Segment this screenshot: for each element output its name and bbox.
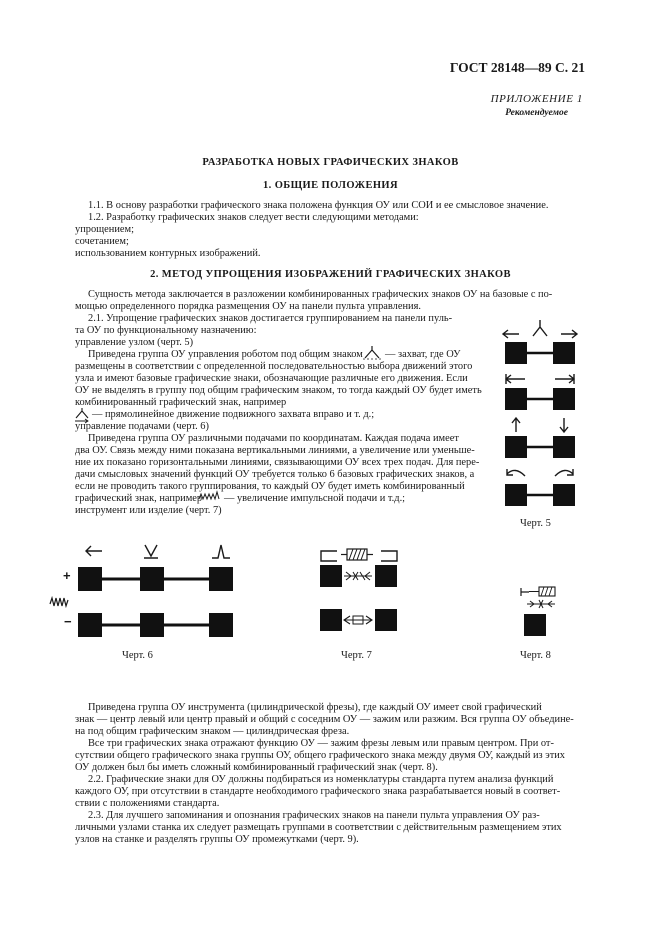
section1-line: 1.1. В основу разработки графического знака положена функция ОУ или СОИ и ее смысловое значение. bbox=[88, 200, 549, 211]
gripper-close-icon bbox=[555, 374, 574, 384]
text-line: ние их показано горизонтальными линиями, связывающими ОУ всех трех подач. Для пере- bbox=[75, 457, 480, 468]
text-line: Приведена группа ОУ инструмента (цилиндрической фрезы), где каждый ОУ имеет свой графический bbox=[88, 702, 542, 713]
figure-8-caption: Черт. 8 bbox=[520, 650, 551, 661]
text-line: ОУ должен был бы иметь сложный комбинированный графический знак (черт. 8). bbox=[75, 762, 438, 773]
control-button bbox=[505, 484, 527, 506]
figure-6 bbox=[45, 540, 265, 640]
text-line: управление узлом (черт. 5) bbox=[75, 337, 194, 348]
text-line: Приведена группа ОУ управления роботом под общим знаком bbox=[88, 349, 363, 360]
arrow-right-icon bbox=[561, 330, 577, 338]
clamp-icon bbox=[527, 600, 555, 608]
text-line: два ОУ. Связь между ними показана вертикальными линиями, а увеличение или уменьше- bbox=[75, 445, 475, 456]
plus-sign: + bbox=[63, 568, 71, 583]
rotate-left-icon bbox=[507, 469, 525, 476]
text-line: каждого ОУ, при отсутствии в стандарте необходимого графического знака разрабатывается новый в соответ- bbox=[75, 786, 561, 797]
text-line: мощью определенного порядка размещения ОУ на панели пульта управления. bbox=[75, 301, 421, 312]
text-line: инструмент или изделие (черт. 7) bbox=[75, 505, 222, 516]
text-line: знак — центр левый или центр правый и общий с соседним ОУ — зажим или разжим. Вся группа ОУ объедине- bbox=[75, 714, 574, 725]
text-line: — прямолинейное движение подвижного захвата вправо и т. д.; bbox=[92, 409, 375, 420]
right-center-icon bbox=[381, 551, 397, 561]
control-button bbox=[320, 565, 342, 587]
control-button bbox=[553, 484, 575, 506]
text-line: та ОУ по функциональному назначению: bbox=[75, 325, 257, 336]
control-button bbox=[505, 342, 527, 364]
arrow-down-icon bbox=[560, 418, 568, 432]
feed-stop-icon bbox=[144, 545, 158, 558]
text-line: ствии с положениями стандарта. bbox=[75, 798, 220, 809]
text-line: дачи смысловых значений функций ОУ требуется только 6 базовых графических знаков, а bbox=[75, 469, 475, 480]
control-button bbox=[78, 613, 102, 637]
text-line: узлов на станке и разделять группы ОУ промежутками (черт. 9). bbox=[75, 834, 359, 845]
text-line: — захват, где ОУ bbox=[385, 349, 461, 360]
text-line: если не проводить такого группирования, то каждый ОУ будет иметь комбинированный bbox=[75, 481, 465, 492]
clamp-icon bbox=[344, 572, 372, 580]
page-title: РАЗРАБОТКА НОВЫХ ГРАФИЧЕСКИХ ЗНАКОВ bbox=[202, 157, 459, 168]
text-line: графический знак, например bbox=[75, 493, 203, 504]
standard-header: ГОСТ 28148—89 С. 21 bbox=[449, 60, 585, 75]
control-button bbox=[505, 436, 527, 458]
rotate-right-icon bbox=[555, 469, 573, 476]
figure-7-caption: Черт. 7 bbox=[341, 650, 372, 661]
figure-5-caption: Черт. 5 bbox=[520, 518, 551, 529]
minus-sign: − bbox=[64, 614, 72, 629]
pulse-icon bbox=[212, 545, 230, 558]
control-button bbox=[209, 613, 233, 637]
section1-line: использованием контурных изображений. bbox=[75, 248, 261, 259]
arrow-left-icon bbox=[503, 330, 519, 338]
appendix-label: ПРИЛОЖЕНИЕ 1 bbox=[490, 93, 583, 105]
arrow-left-icon bbox=[86, 546, 102, 556]
text-line: личными узлами станка их следует размещать группами в соответствии с действительным размещением этих bbox=[75, 822, 562, 833]
unclamp-icon bbox=[344, 616, 372, 624]
figure-6-caption: Черт. 6 bbox=[122, 650, 153, 661]
text-line: Приведена группа ОУ различными подачами по координатам. Каждая подача имеет bbox=[88, 433, 459, 444]
text-line: 2.3. Для лучшего запоминания и опознания графических знаков на панели пульта управления ОУ раз- bbox=[88, 810, 540, 821]
zigzag-icon bbox=[50, 598, 68, 606]
figure-8 bbox=[515, 582, 575, 642]
left-center-icon bbox=[521, 588, 529, 596]
section1-line: упрощением; bbox=[75, 224, 134, 235]
text-line: 2.2. Графические знаки для ОУ должны подбираться из номенклатуры стандарта путем анализа функций bbox=[88, 774, 554, 785]
text-line: — увеличение импульсной подачи и т.д.; bbox=[224, 493, 406, 504]
figure-7 bbox=[315, 545, 405, 640]
control-button bbox=[375, 565, 397, 587]
control-button bbox=[320, 609, 342, 631]
control-button bbox=[78, 567, 102, 591]
control-button bbox=[209, 567, 233, 591]
gripper-icon bbox=[533, 320, 547, 336]
gripper-icon bbox=[362, 346, 382, 360]
section1-line: 1.2. Разработку графических знаков следует вести следующими методами: bbox=[88, 212, 419, 223]
control-button bbox=[553, 342, 575, 364]
text-line: размещены в соответствии с определенной последовательностью выбора движений этого bbox=[75, 361, 473, 372]
recommended-label: Рекомендуемое bbox=[505, 108, 568, 118]
control-button bbox=[375, 609, 397, 631]
text-line: Все три графических знака отражают функцию ОУ — зажим фрезы левым или правым центром. При от- bbox=[88, 738, 554, 749]
gripper-open-icon bbox=[506, 374, 525, 384]
control-button bbox=[140, 567, 164, 591]
figure-5 bbox=[495, 318, 585, 528]
text-line: 2.1. Упрощение графических знаков достигается группированием на панели пуль- bbox=[88, 313, 453, 324]
left-center-icon bbox=[321, 551, 337, 561]
control-button bbox=[524, 614, 546, 636]
text-line: на под общим графическим знаком — цилиндрическая фреза. bbox=[75, 726, 350, 737]
control-button bbox=[505, 388, 527, 410]
section1-line: сочетанием; bbox=[75, 236, 129, 247]
text-line: управление подачами (черт. 6) bbox=[75, 421, 209, 432]
section2-heading: 2. МЕТОД УПРОЩЕНИЯ ИЗОБРАЖЕНИЙ ГРАФИЧЕСКИХ ЗНАКОВ bbox=[150, 269, 511, 280]
section1-heading: 1. ОБЩИЕ ПОЛОЖЕНИЯ bbox=[263, 180, 398, 191]
arrow-up-icon bbox=[512, 418, 520, 432]
text-line: сутствии общего графического знака группы ОУ, общего графического знака между двумя ОУ, каждый из этих bbox=[75, 750, 566, 761]
gripper-right-icon bbox=[74, 408, 90, 422]
control-button bbox=[553, 436, 575, 458]
text-line: Сущность метода заключается в разложении комбинированных графических знаков ОУ на базовые с по- bbox=[88, 289, 553, 300]
text-line: узла и имеют базовые графические знаки, обозначающие различные его движения. Если bbox=[75, 373, 468, 384]
text-line: ОУ не выделять в группу под общим графическим знаком, то тогда каждый ОУ будет иметь bbox=[75, 385, 482, 396]
control-button bbox=[553, 388, 575, 410]
control-button bbox=[140, 613, 164, 637]
pulse-feed-increase-icon bbox=[198, 490, 222, 502]
text-line: комбинированный графический знак, например bbox=[75, 397, 287, 408]
